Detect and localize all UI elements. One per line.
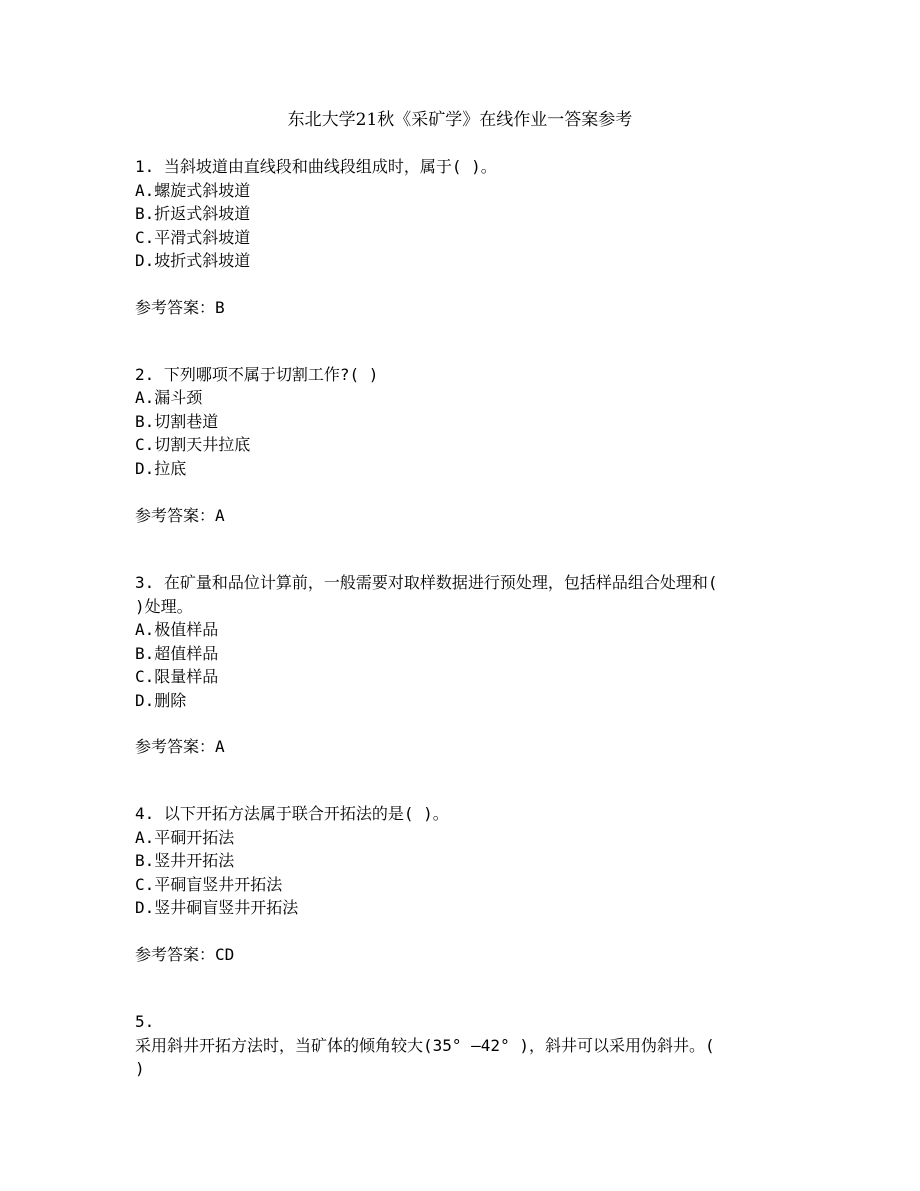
- question-4-option-c: C.平硐盲竖井开拓法: [135, 875, 283, 894]
- question-1-option-d: D.坡折式斜坡道: [135, 251, 251, 270]
- question-5-text-line2: ): [135, 1059, 145, 1078]
- question-3-text-line1: 3. 在矿量和品位计算前，一般需要对取样数据进行预处理，包括样品组合处理和(: [135, 573, 718, 592]
- question-4-option-d: D.竖井硐盲竖井开拓法: [135, 898, 299, 917]
- question-3-option-d: D.删除: [135, 691, 187, 710]
- question-4-option-b: B.竖井开拓法: [135, 851, 235, 870]
- question-5-text-line1: 采用斜井开拓方法时，当矿体的倾角较大(35° —42° )，斜井可以采用伪斜井。(: [135, 1036, 715, 1055]
- question-2-option-a: A.漏斗颈: [135, 388, 203, 407]
- question-1-text: 1. 当斜坡道由直线段和曲线段组成时，属于( )。: [135, 157, 497, 176]
- question-1-option-b: B.折返式斜坡道: [135, 204, 251, 223]
- document-title: 东北大学21秋《采矿学》在线作业一答案参考: [287, 110, 633, 130]
- question-3-option-a: A.极值样品: [135, 620, 219, 639]
- question-2-option-c: C.切割天井拉底: [135, 435, 251, 454]
- question-2-option-b: B.切割巷道: [135, 412, 219, 431]
- question-3-text-line2: )处理。: [135, 597, 193, 616]
- question-2-answer: 参考答案：A: [135, 506, 225, 525]
- question-3-answer: 参考答案：A: [135, 737, 225, 756]
- question-4-text: 4. 以下开拓方法属于联合开拓法的是( )。: [135, 804, 449, 823]
- question-1-option-a: A.螺旋式斜坡道: [135, 181, 251, 200]
- question-5-number: 5.: [135, 1012, 155, 1031]
- question-3-option-b: B.超值样品: [135, 644, 219, 663]
- question-3-option-c: C.限量样品: [135, 667, 219, 686]
- question-4-answer: 参考答案：CD: [135, 945, 235, 964]
- question-1-option-c: C.平滑式斜坡道: [135, 228, 251, 247]
- question-2-option-d: D.拉底: [135, 459, 187, 478]
- question-2-text: 2. 下列哪项不属于切割工作?( ): [135, 365, 379, 384]
- question-4-option-a: A.平硐开拓法: [135, 828, 235, 847]
- question-1-answer: 参考答案：B: [135, 298, 225, 317]
